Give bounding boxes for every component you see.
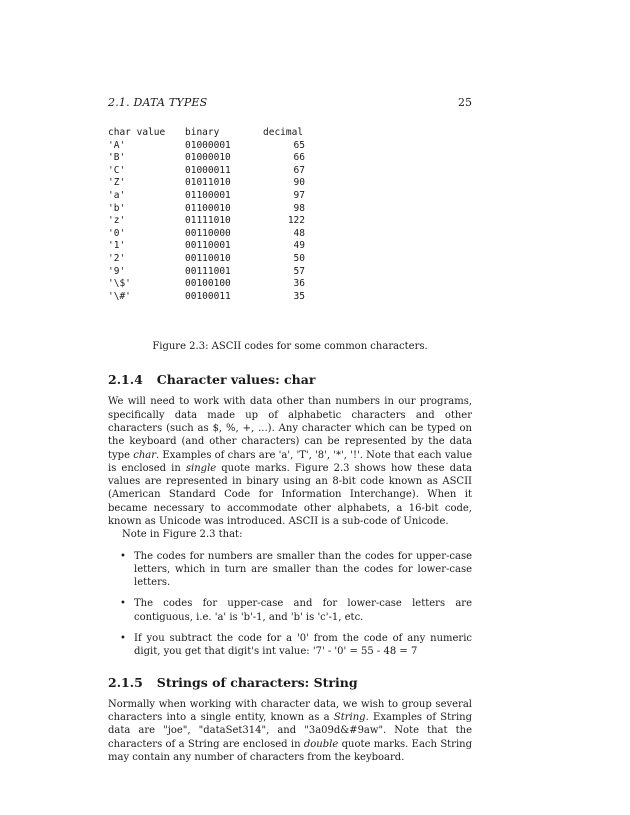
cell-char-value: 'Z' bbox=[108, 177, 126, 189]
cell-binary: 00100011 bbox=[185, 290, 231, 302]
table-row bbox=[108, 253, 472, 266]
table-row bbox=[108, 291, 472, 304]
cell-decimal: 67 bbox=[293, 164, 305, 176]
list-item bbox=[120, 550, 472, 590]
cell-binary: 01000001 bbox=[185, 139, 231, 151]
cell-char-value: 'C' bbox=[108, 164, 126, 176]
section-heading-strings bbox=[108, 675, 472, 690]
cell-binary: 01011010 bbox=[185, 177, 231, 189]
column-header-char-value: char value bbox=[108, 127, 166, 138]
cell-char-value: '1' bbox=[108, 240, 126, 252]
cell-binary: 01100001 bbox=[185, 189, 231, 201]
bullet-icon: • bbox=[120, 598, 126, 610]
cell-char-value: '0' bbox=[108, 227, 126, 239]
paragraph-char-intro bbox=[108, 395, 472, 528]
page bbox=[108, 96, 472, 764]
page-number: 25 bbox=[458, 96, 472, 109]
bullet-icon: • bbox=[120, 550, 126, 562]
cell-char-value: '\$' bbox=[108, 278, 131, 290]
cell-binary: 00110010 bbox=[185, 252, 231, 264]
cell-decimal: 90 bbox=[293, 177, 305, 189]
cell-binary: 00110000 bbox=[185, 227, 231, 239]
table-row bbox=[108, 203, 472, 216]
cell-char-value: '\#' bbox=[108, 290, 131, 302]
figure-caption: Figure 2.3: ASCII codes for some common characters. bbox=[152, 341, 428, 353]
cell-char-value: 'z' bbox=[108, 215, 126, 227]
paragraph-string-intro bbox=[108, 698, 472, 764]
section-number: 2.1.4 bbox=[108, 372, 143, 388]
cell-decimal: 65 bbox=[293, 139, 305, 151]
table-row bbox=[108, 140, 472, 153]
table-row bbox=[108, 278, 472, 291]
cell-decimal: 57 bbox=[293, 265, 305, 277]
cell-decimal: 66 bbox=[293, 152, 305, 164]
cell-binary: 00111001 bbox=[185, 265, 231, 277]
text-run: . Examples of String data are "joe", "dataSet314", and "3a09d&#9aw". Note that the characters of a String are enclosed in bbox=[108, 711, 472, 750]
table-row bbox=[108, 266, 472, 279]
emphasis-double: double bbox=[303, 738, 339, 750]
cell-binary: 01100010 bbox=[185, 202, 231, 214]
table-row bbox=[108, 190, 472, 203]
emphasis-string: String bbox=[333, 711, 366, 723]
cell-decimal: 98 bbox=[293, 202, 305, 214]
cell-char-value: 'A' bbox=[108, 139, 126, 151]
bullet-icon: • bbox=[120, 633, 126, 645]
table-row bbox=[108, 177, 472, 190]
running-head bbox=[108, 96, 472, 109]
ascii-code-table bbox=[108, 127, 472, 303]
section-heading-character-values bbox=[108, 372, 472, 387]
cell-binary: 01000011 bbox=[185, 164, 231, 176]
text-run: . Examples of chars are 'a', 'T', '8', '*', '!'. Note that each value is enclosed in bbox=[108, 449, 473, 474]
list-item-text: The codes for numbers are smaller than the codes for upper-case letters, which in turn are smaller than the codes for lower-case letters. bbox=[134, 550, 472, 589]
section-title: Strings of characters: String bbox=[156, 674, 358, 690]
text-run: quote marks. Figure 2.3 shows how these data values are represented in binary using an 8-bit code known as ASCII (American Standard Code for Information Interchange). When it became necessary to accommodate other alphabets, a 16-bit code, known as Unicode was introduced. ASCII is a sub-code of Unicode. bbox=[108, 462, 472, 527]
emphasis-single: single bbox=[185, 462, 217, 474]
cell-decimal: 122 bbox=[287, 215, 305, 227]
section-title: Character values: char bbox=[156, 372, 316, 388]
table-row bbox=[108, 152, 472, 165]
text-run: quote marks. Each String may contain any number of characters from the keyboard. bbox=[108, 738, 473, 763]
cell-char-value: '9' bbox=[108, 265, 126, 277]
cell-char-value: 'a' bbox=[108, 189, 126, 201]
text-run: Normally when working with character data, we wish to group several characters into a single entity, known as a bbox=[108, 698, 472, 723]
table-header-row bbox=[108, 127, 472, 140]
cell-char-value: '2' bbox=[108, 252, 126, 264]
column-header-binary: binary bbox=[185, 127, 220, 138]
table-row bbox=[108, 215, 472, 228]
cell-char-value: 'b' bbox=[108, 202, 126, 214]
cell-decimal: 35 bbox=[293, 290, 305, 302]
cell-binary: 01111010 bbox=[185, 215, 231, 227]
list-item-text: The codes for upper-case and for lower-case letters are contiguous, i.e. 'a' is 'b'-1, and 'b' is 'c'-1, etc. bbox=[134, 598, 472, 623]
cell-decimal: 48 bbox=[293, 227, 305, 239]
table-row bbox=[108, 228, 472, 241]
running-head-section: 2.1. DATA TYPES bbox=[108, 96, 208, 109]
cell-binary: 00110001 bbox=[185, 240, 231, 252]
table-row bbox=[108, 240, 472, 253]
section-number: 2.1.5 bbox=[108, 674, 143, 690]
cell-decimal: 97 bbox=[293, 189, 305, 201]
cell-decimal: 36 bbox=[293, 278, 305, 290]
text-run: We will need to work with data other than numbers in our programs, specifically data made up of alphabetic characters and other characters (such as $, %, +, ...). Any character which can be typed on the keyboard (and other characters) can be represented by the data type bbox=[108, 396, 472, 461]
cell-char-value: 'B' bbox=[108, 152, 126, 164]
list-item bbox=[120, 597, 472, 624]
paragraph-note: Note in Figure 2.3 that: bbox=[122, 529, 243, 541]
list-item bbox=[120, 632, 472, 659]
column-header-decimal: decimal bbox=[263, 127, 304, 138]
cell-binary: 00100100 bbox=[185, 278, 231, 290]
cell-decimal: 50 bbox=[293, 252, 305, 264]
cell-decimal: 49 bbox=[293, 240, 305, 252]
list-item-text: If you subtract the code for a '0' from the code of any numeric digit, you get that digit's int value: '7' - '0' = 55 - 48 = 7 bbox=[134, 633, 472, 658]
emphasis-char: char bbox=[133, 449, 157, 461]
observation-list bbox=[108, 550, 472, 659]
cell-binary: 01000010 bbox=[185, 152, 231, 164]
table-row bbox=[108, 165, 472, 178]
